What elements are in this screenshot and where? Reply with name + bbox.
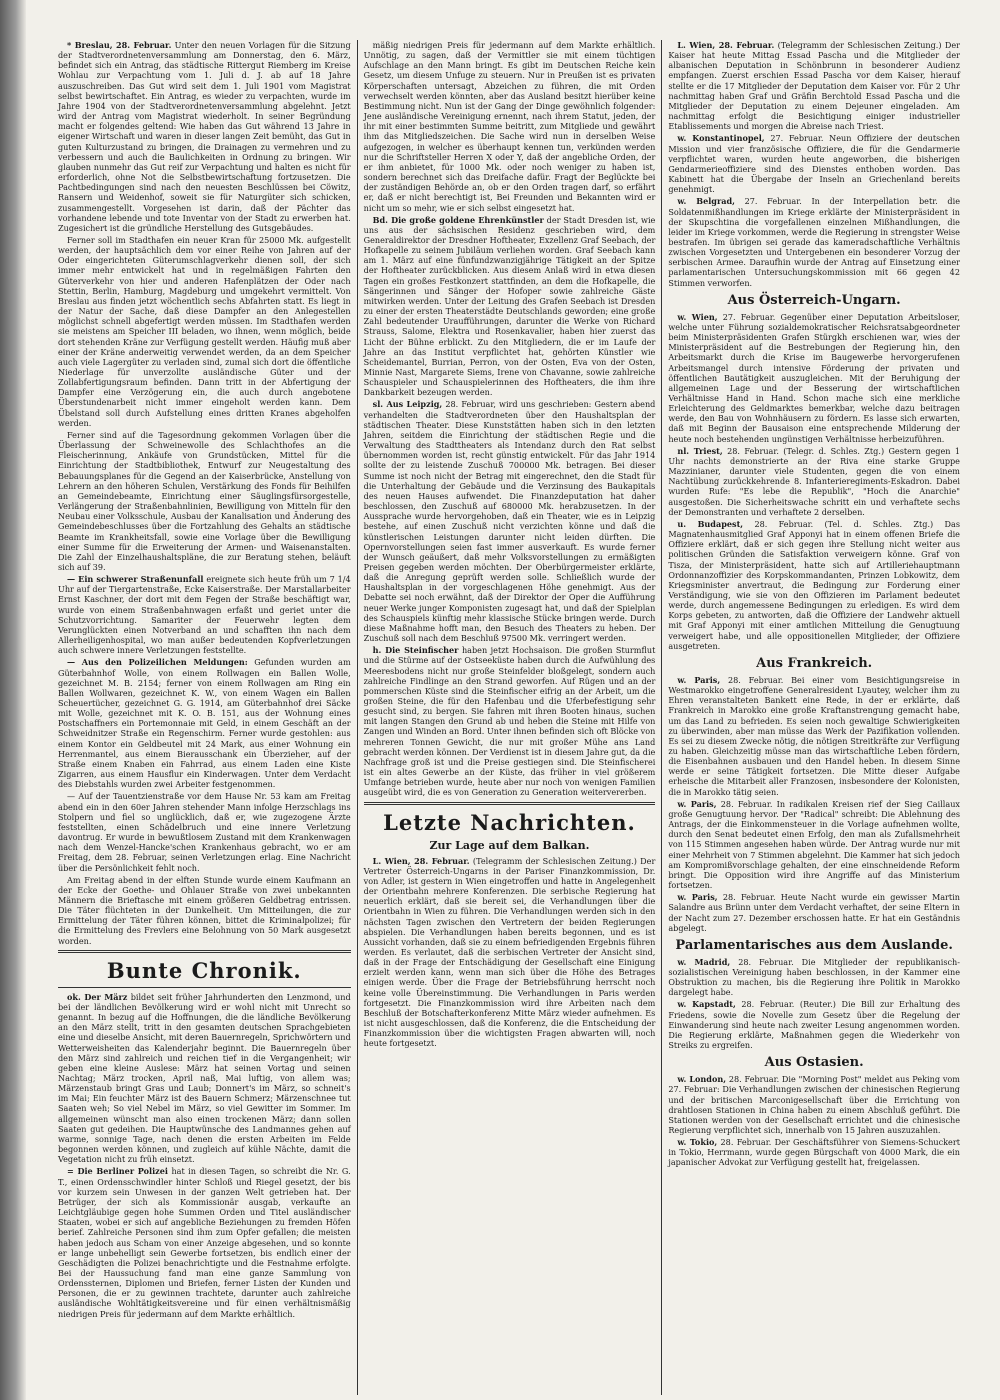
paragraph-body: 28. Februar, wird uns geschrieben: Gestern abend verhandelten die Stadtverordneten über den Haushaltsplan der städtischen Theater. Diese Kunststätten haben sich in den letzten Jahren, seitdem die Einrichtung der städtischen Regie und die Verwaltung des Stadttheaters als Intendanz durch den Rat selbst übernommen worden ist, recht günstig entwickelt. Für das Jahr 1914 sollte der zu leistende Zuschuß 700000 Mk. betragen. Bei dieser Summe ist noch nicht der Betrag mit eingerechnet, den die Stadt für die Unterhaltung der Gebäude und die Verzinsung des Baukapitals des neuen Hauses aufwendet. Die Finanzdeputation hat daher beschlossen, den Zuschuß auf 680000 Mk. herabzusetzen. In der Aussprache wurde hervorgehoben, daß ein Theater, wie es in Leipzig bestehe, auf einen Zuschuß nicht verzichten könne und daß die künstlerischen Leistungen darunter nicht leiden dürften. Die Opernvorstellungen seien fast immer ausverkauft. Es wurde ferner der Wunsch geäußert, daß mehr Volksvorstellungen zu ermäßigten Preisen gegeben werden möchten. Der Oberbürgermeister erklärte, daß die Anregung geprüft werden solle. Schließlich wurde der Haushaltsplan in der vorgeschlagenen Höhe genehmigt. Aus der Debatte sei noch erwähnt, daß der Direktor der Oper die Aufführung neuer Werke junger Komponisten zugesagt hat, und daß der Spielplan des Schauspiels künftig mehr klassische Stücke bringen werde. Durch diese Maßnahme hofft man, den Besuch des Theaters zu heben. Der Zuschuß soll nach dem Beschluß 97500 Mk. verringert werden. — [363, 399, 656, 644]
article-paragraph — [58, 430, 351, 572]
dateline: nl. Triest, — [677, 445, 723, 456]
paragraph-body: 27. Februar. Neun Offiziere der deutschen Mission und vier französische Offiziere, die für die Gendarmerie verpflichtet waren, wurden heute angeworben, die bisherigen Gendarmerieoffiziere sind des Dienstes enthoben worden. Das Kabinett hat die Übergabe der Inseln an Griechenland bereits genehmigt. — [668, 133, 960, 195]
column-grid — [52, 40, 966, 1395]
article-paragraph — [668, 892, 960, 933]
paragraph-body: 28. Februar. Der Geschäftsführer von Siemens-Schuckert in Tokio, Herrmann, wurde gegen Bürgschaft von 4000 Mark, die ein japanischer Advokat zur Verfügung gestellt hat, freigelassen. — [668, 1137, 960, 1168]
paragraph-body: Am Freitag abend in der elften Stunde wurde einem Kaufmann an der Ecke der Goethe- und Ohlauer Straße von zwei unbekannten Männern die Brieftasche mit einem größeren Geldbetrag entrissen. Die Täter flüchteten in der Dunkelheit. Um Mitteilungen, die zur Ermittelung der Täter führen können, bittet die Kriminalpolizei; für die Ermittelung des Frevlers eine Belohnung von 50 Mark ausgesetzt worden. — [58, 874, 351, 946]
paragraph-body: Unter den neuen Vorlagen für die Sitzung der Stadtverordnetenversammlung am Donnerstag, den 6. März, befindet sich ein Antrag, das städtische Rittergut Riemberg im Kreise Wohlau zur Verpachtung vom 1. Juli d. J. ab auf 18 Jahre auszuschreiben. Das Gut wird seit dem 1. Juli 1901 vom Magistrat selbst bewirtschaftet. Ein Antrag, es wieder zu verpachten, wurde im Jahre 1904 von der Stadtverordnetenversammlung abgelehnt. Jetzt wird der Antrag vom Magistrat wiederholt. In seiner Begründung macht er folgendes geltend: Wie haben das Gut während 13 Jahre in eigener Wirtschaft und waren in dieser langen Zeit bemüht, das Gut in guten Kulturzustand zu bringen, die Drainagen zu vermehren und zu verbessern und auch die Baulichkeiten in Ordnung zu bringen. Wir glauben nunmehr das Gut reif zur Verpachtung und halten es nicht für erforderlich, ohne Not die Selbstbewirtschaftung fortzusetzen. Die Pachtbedingungen sind nach den neuesten Beschlüssen bei Cöwitz, Ransern und Weidenhof, soweit sie für Naturgüter sich schicken, zusammengestellt. Vorgesehen ist darin, daß der Pächter das vorhandene lebende und tote Inventar von der Stadt zu erwerben hat. Zugesichert ist die gründliche Herstellung des Gutsgebäudes. — [58, 40, 351, 233]
dateline: w. London, — [677, 1074, 727, 1085]
dateline: — Aus den Polizeilichen Meldungen: — [67, 657, 248, 668]
section-rule — [58, 950, 351, 953]
section-rule — [58, 987, 351, 988]
article-paragraph — [668, 1137, 960, 1167]
paragraph-body: mäßig niedrigen Preis für jedermann auf dem Markte erhältlich. Unnötig, zu sagen, daß der Vermittler sie mit einem tüchtigen Aufschlage an den Mann bringt. Es gibt im Deutschen Reiche kein Gesetz, um diesem Unfuge zu steuern. Nur in Preußen ist es privaten Körperschaften untersagt, Abzeichen zu führen, die mit Orden verwechselt werden könnten, aber das Ausland besitzt hierüber keine Bestimmung nicht. Nun ist der Gang der Dinge gewöhnlich folgender: Jene ausländische Vereinigung ernennt, nach ihrem Statut, jeden, der ihr mit einer bestimmten Summe beitritt, zum Mitgliede und gewährt ihm das Mitgliedszeichen. Die Sache wird nun in derselben Weise aufgezogen, in welcher es überhaupt kennen tun, verkünden werden nur die Schriftsteller Herren X oder Y, daß der angebliche Orden, der er ihm anbietet, für 1000 Mk. oder noch weniger zu haben ist, sondern berechnet sich das Dreifache dafür. Fragt der Beglückte bei der zuständigen Behörde an, ob er den Orden tragen darf, so erfährt er, daß er nicht berechtigt ist, Bei Freunden und Bekannten wird er nicht um so mehr, wie er sich selbst eingesetzt hat. — [363, 40, 656, 213]
article-paragraph — [58, 1166, 351, 1318]
article-paragraph — [58, 992, 351, 1165]
dateline: u. Budapest, — [677, 518, 744, 529]
dateline: w. Paris, — [677, 798, 717, 809]
article-paragraph — [364, 645, 656, 797]
paragraph-body: 28. Februar. (Reuter.) Die Bill zur Erhaltung des Friedens, sowie die Novelle zum Gesetz über die Regelung der Einwanderung sind heute nach zweiter Lesung angenommen worden. Die Regierung erklärte, Maßnahmen gegen die Wiederkehr von Streiks zu ergreifen. — [668, 999, 960, 1051]
dateline: w. Tokio, — [677, 1137, 718, 1148]
dateline: w. Madrid, — [677, 956, 731, 967]
dateline: sl. Aus Leipzig, — [372, 399, 443, 410]
section-heading: Parlamentarisches aus dem Auslande. — [675, 937, 953, 953]
article-paragraph — [668, 312, 960, 444]
article-paragraph — [58, 40, 351, 233]
article-paragraph — [58, 791, 351, 872]
dateline: w. Kapstadt, — [677, 999, 736, 1010]
article-paragraph — [58, 657, 351, 789]
dateline: Bd. Die große goldene Ehrenkünstler — [372, 214, 544, 225]
article-paragraph — [668, 675, 960, 797]
article-paragraph — [668, 799, 960, 890]
section-heading: Aus Ostasien. — [764, 1055, 864, 1071]
article-paragraph — [364, 215, 656, 398]
section-rule — [364, 802, 656, 805]
dateline: w. Wien, — [677, 311, 718, 322]
paragraph-body: 27. Februar. Gegenüber einer Deputation Arbeitsloser, welche unter Führung sozialdemokratischer Reichsratsabgeordneter beim Ministerpräsidenten Grafen Stürgkh erschienen war, wies der Ministerpräsident auf die Bestrebungen der Regierung hin, den Arbeitsmarkt durch die Krise im Baugewerbe hervorgerufenen Arbeitsmangel durch intensive Förderung der privaten und öffentlichen Bautätigkeit auszugleichen. Mit der Beruhigung der allgemeinen Lage und der Besserung der wirtschaftlichen Verhältnisse Hand in Hand. Schon mache sich eine merkliche Erleichterung des Geldmarktes bemerkbar, welche dazu beitragen werde, den Bau von Wohnhäusern zu fördern. Es lasse sich erwarten, daß mit Beginn der Bausaison eine entsprechende Milderung der heute noch bestehenden ungünstigen Verhältnisse herbeizuführen. — [668, 311, 960, 444]
paragraph-body: 28. Februar. Die "Morning Post" meldet aus Peking vom 27. Februar: Die Verhandlungen zwischen der chinesischen Regierung und der britischen Marconigesellschaft über die Errichtung von drahtlosen Stationen in China haben zu einem Abschluß geführt. Die Stationen werden von der Gesellschaft errichtet und die chinesische Regierung verpflichtet sich, innerhalb von 15 Jahren auszuzahlen. — [668, 1074, 960, 1135]
paragraph-body: 27. Februar. In der Interpellation betr. die Soldatenmißhandlungen im Kriege erklärte der Ministerpräsident in der Skupschtina die vorgefallenen einzelnen Mißhandlungen, die leider im Kriege vorkommen, werde die Regierung in strengster Weise bestrafen. Im übrigen sei gerade das kameradschaftliche Verhältnis zwischen Vorgesetzten und Untergebenen ein besonderer Vorzug der serbischen Armee. Daraufhin wurde der Antrag auf Einsetzung einer parlamentarischen Untersuchungskommission mit 66 gegen 42 Stimmen verworfen. — [668, 196, 960, 288]
article-paragraph — [668, 1074, 960, 1135]
dateline: L. Wien, 28. Februar. — [677, 40, 775, 50]
paragraph-body: 28. Februar. Bei einer vom Besichtigungsreise in Westmarokko eingetroffene Generalresident Lyautey, welcher ihm zu Ehren veranstalteten Bankett eine Rede, in der er erklärte, daß Frankreich in Marokko eine große Kraftanstrengung gemacht habe, um das Land zu befrieden. Es seien noch gewaltige Schwierigkeiten zu überwinden, aber man müsse das Werk der Pazifikation vollenden. Es sei zu diesem Zwecke nötig, die nötigen Streitkräfte zur Verfügung zu haben. Gleichzeitig müsse man das wirtschaftliche Leben fördern, die Eisenbahnen ausbauen und den Handel heben. In diesem Sinne werde er seine Tätigkeit fortsetzen. Die Mitte dieser Aufgabe erheische die Mitarbeit aller Franzosen, insbesondere der Kolonisten, die in Marokko tätig seien. — [668, 674, 960, 797]
text-column-3 — [661, 40, 966, 1395]
paragraph-body: Gefunden wurden am Güterbahnhof Wolle, von einem Rollwagen ein Ballen Wolle, gezeichnet M. B. 2154; ferner von einem Rollwagen am Ring ein Ballen Wollwaren, gezeichnet K. W., von einem Wagen ein Ballen Scheuertücher, gezeichnet G. G. 1914, am Güterbahnhof drei Säcke mit Wolle, gezeichnet mit K. O. B. 151, aus der Wohnung eines Postschaffners ein Portemonnaie mit Geld, in einem Geschäft an der Schweidnitzer Straße ein Regenschirm. Ferner wurde gestohlen: aus einem Kontor ein Geldbeutel mit 24 Mark, aus einer Wohnung ein Herrenmantel, aus einem Bierausschank ein Überzieher, auf der Straße einem Knaben ein Fahrrad, aus einem Laden eine Kiste Zigarren, aus einem Hausflur ein Kinderwagen. Unter dem Verdacht des Diebstahls wurden zwei Arbeiter festgenommen. — [58, 657, 351, 790]
page-binding-edge — [0, 0, 26, 1400]
paragraph-body: der Stadt Dresden ist, wie uns aus der sächsischen Residenz geschrieben wird, dem Generaldirektor der Dresdner Hoftheater, Exzellenz Graf Seebach, der Hofkapelle zu seinem Jubiläum verliehen worden. Graf Seebach kann am 1. März auf eine fünfundzwanzigjährige Tätigkeit an der Spitze der Hoftheater zurückblicken. Aus diesem Anlaß wird in etwa diesen Tagen ein großes Festkonzert stattfinden, an dem die Hofkapelle, die Sängerinnen und Sänger der Hofoper sowie zahlreiche Gäste mitwirken werden. Unter der Leitung des Grafen Seebach ist Dresden zu einer der ersten Theaterstädte Deutschlands geworden; eine große Zahl bedeutender Uraufführungen, darunter die Werke von Richard Strauss, Salome, Elektra und Rosenkavalier, haben hier zuerst das Licht der Bühne erblickt. Zu den Mitgliedern, die er im Laufe der Jahre an das Institut verpflichtet hat, gehörten Künstler wie Scheidemantel, Burrian, Perron, von der Osten, Eva von der Osten, Minnie Nast, Margarete Siems, Irene von Chavanne, sowie zahlreiche Schauspieler und Schauspielerinnen des Hoftheaters, die ihm ihre Dankbarkeit bezeugen werden. — [363, 214, 656, 398]
dateline: w. Paris, — [677, 674, 721, 685]
paragraph-body: 28. Februar. (Tel. d. Schles. Ztg.) Das Magnatenhausmitglied Graf Apponyi hat in einem offenen Briefe die Offiziere erklärt, daß er sich gegen ihre Stellung nicht weiter aus politischen Gründen die Satisfaktion verweigern könne. Graf von Tisza, der Ministerpräsident, hatte sich auf Artilleriehauptmann Ordonnanzoffizier des Korpskommandanten, Prinzen Lobkowitz, dem Kriegsminister anvertraut, die Bedingung zur Forderung einer Verständigung, wie sie von den Offizieren im Parlament bedeutet werde, durch angemessene Bedingungen zu erledigen. Es wird dem Korps gebeten, zu antworten, daß die Offiziere der Landwehr aktuell mit Graf Apponyi mit einer amtlichen Mitteilung die Genugtuung verweigert habe, und alle oppositionellen Mitglieder, der Offiziere ausgetreten. — [668, 518, 960, 651]
article-paragraph — [668, 999, 960, 1050]
dateline: — Ein schwerer Straßenunfall — [67, 574, 204, 585]
article-paragraph — [364, 40, 656, 213]
article-paragraph — [58, 574, 351, 655]
paragraph-body: Ferner sind auf die Tagesordnung gekommen Vorlagen über die Überlassung der Schweinewolle des Schlachthofes an die Fleischerinnung, Ankäufe von Grundstücken, Mittel für die Einrichtung der Stadtbibliothek, Entwurf zur Neugestaltung des Bebauungsplanes für die Gegend an der Kaiserbrücke, Anstellung von Lehrern an den höheren Schulen, Verstärkung des Fonds für Beihilfen an Gemeindebeamte, Einrichtung einer Säuglingsfürsorgestelle, Verlängerung der Straßenbahnlinien, Bewilligung von Mitteln für den Neubau einer Volksschule, Ausbau der Kanalisation und Änderung des Gemeindebeschlusses über die Fortzahlung des Gehalts an städtische Beamte im Krankheitsfall, sowie eine Vorlage über die Bewilligung einer Summe für die Erweiterung der Armen- und Waisenanstalten. Die Zahl der Einzelhaushaltspläne, die zur Beratung stehen, beläuft sich auf 39. — [58, 429, 351, 572]
section-heading: Zur Lage auf dem Balkan. — [429, 838, 590, 852]
dateline: w. Paris, — [677, 892, 718, 903]
text-column-1 — [52, 40, 357, 1395]
section-heading: Letzte Nachrichten. — [383, 809, 636, 835]
article-paragraph — [668, 133, 960, 194]
paragraph-body: ereignete sich heute früh um 7 1/4 Uhr auf der Tiergartenstraße, Ecke Kaiserstraße. Der Marstallarbeiter Ernst Kaschner, der dort mit dem Fegen der Straße beschäftigt war, wurde von einem Straßenbahnwagen erfaßt und geriet unter die Schutzvorrichtung. Samariter der Feuerwehr legten dem Verunglückten einen Notverband an und schafften ihn nach dem Allerheiligenhospital, wo man außer bedeutenden Kopfverletzungen auch schwere innere Verletzungen feststellte. — [58, 574, 351, 656]
paragraph-body: bildet seit früher Jahrhunderten den Lenzmond, und bei der ländlichen Bevölkerung wird er wohl nicht mit Unrecht so genannt. In bezug auf die Hoffnungen, die die ländliche Bevölkerung an den März stellt, tritt in den gesamten deutschen Sprachgebieten eine und dieselbe Ansicht, mit deren Bauernregeln, Sprichwörtern und Wetterweisheiten das Kalenderjahr beginnt. Die Bauernregeln über den März sind zahlreich und reichen tief in die Vergangenheit; wir geben eine kleine Auslese: März hat seinen Vortag und seinen Nachtag; März trocken, April naß, Mai luftig, von allem was; Märzenstaub bringt Gras und Laub; Donnert's im März, so schneit's im Mai; Ein feuchter März ist des Bauern Schmerz; Märzenschnee tut Saaten weh; So viel Nebel im März, so viel Gewitter im Sommer. Im allgemeinen wünscht man also einen trockenen März; dann sollen Saaten gut gedeihen. Die Hauptwünsche des Landmannes gehen auf warme, sonnige Tage, nach denen die ersten Arbeiten im Felde begonnen werden können, und zugleich auf kühle Nächte, damit die Vegetation nicht zu früh einsetzt. — [58, 991, 351, 1165]
dateline: = Die Berliner Polizei — [67, 1166, 169, 1177]
article-paragraph — [668, 957, 960, 998]
article-paragraph — [668, 196, 960, 287]
paragraph-body: 28. Februar. Die Mitglieder der republikanisch-sozialistischen Vereinigung haben beschlossen, in der Kammer eine Obstruktion zu machen, bis die Regierung ihre Politik in Marokko dargelegt habe. — [668, 956, 960, 998]
article-paragraph — [668, 519, 960, 651]
dateline: w. Konstantinopel, — [677, 133, 765, 144]
paragraph-body: — Auf der Tauentzienstraße vor dem Hause Nr. 53 kam am Freitag abend ein in den 60er Jahren stehender Mann infolge Herzschlags ins Stolpern und fiel so unglücklich, daß er, wie zugezogene Ärzte feststellten, einen Schädelbruch und eine innere Verletzung davontrug. Er wurde in bewußtlosem Zustand mit dem Krankenwagen nach dem Wenzel-Hancke'schen Krankenhaus gebracht, wo er am Freitag, dem 28. Februar, seinen Verletzungen erlag. Eine Nachricht über die Persönlichkeit fehlt noch. — [58, 791, 351, 873]
text-column-2 — [357, 40, 662, 1395]
paragraph-body: (Telegramm der Schlesischen Zeitung.) Der Vertreter Österreich-Ungarns in der Pariser Finanzkommission, Dr. von Adler, ist gestern in Wien eingetroffen und hatte in Angelegenheit der Orientbahn mehrere Konferenzen. Die serbische Regierung hat neuerlich erklärt, daß sie bereit sei, die Verhandlungen über die Orientbahn in Wien zu führen. Die Verhandlungen werden sich in den nächsten Tagen zwischen den Vertretern der beiden Regierungen abspielen. Die Verhandlungen haben bereits begonnen, und es ist Aussicht vorhanden, daß sie zu einem befriedigenden Ergebnis führen werden. Es verlautet, daß die serbischen Vertreter der Ansicht sind, daß in der Frage der Entschädigung der Gesellschaft eine Einigung erzielt werden kann, wenn man sich über die Höhe des Betrages einigen werde. Über die Frage der Betriebsführung herrscht noch keine volle Übereinstimmung. Die Verhandlungen in Paris werden fortgesetzt. Die Finanzkommission wird ihre Arbeiten nach dem Beschluß der Botschafterkonferenz Mitte März wieder aufnehmen. Es ist nicht ausgeschlossen, daß die Konferenz, die die Entscheidung der Finanzkommission über die wichtigsten Fragen abwarten will, noch heute fortgesetzt. — [363, 855, 656, 1049]
paragraph-body: (Telegramm der Schlesischen Zeitung.) Der Kaiser hat heute Mittag Essad Pascha und die Mitglieder der albanischen Deputation in Schönbrunn in besonderer Audienz empfangen. Zuerst erschien Essad Pascha vor dem Kaiser, hierauf stellte er die 17 Mitglieder der Deputation dem Kaiser vor. Für 2 Uhr nachmittag haben Graf und Gräfin Berchtold Essad Pascha und die Mitglieder der Deputation zu einem Dejeuner eingeladen. Am nachmittag erfolgt die Besichtigung einiger industrieller Etablissements und morgen die Abreise nach Triest. — [668, 40, 960, 132]
dateline: h. Die Steinfischer — [372, 645, 459, 656]
section-heading: Aus Frankreich. — [756, 655, 873, 671]
section-heading: Aus Österreich-Ungarn. — [727, 292, 901, 308]
paragraph-body: haben jetzt Hochsaison. Die großen Sturmflut und die Stürme auf der Ostseeküste haben durch die Aufwühlung des Meeresbodens nicht nur große Steinfelder bloßgelegt, sondern auch zahlreiche Findlinge an den Strand geworfen. Auf Rügen und an der pommerschen Küste sind die Steinfischer eifrig an der Arbeit, um die großen Steine, die für den Hafenbau und die Uferbefestigung sehr gesucht sind, zu bergen. Sie fahren mit ihren Booten hinaus, suchen mit langen Stangen den Grund ab und heben die Steine mit Hilfe von Zangen und Winden an Bord. Unter ihnen befinden sich oft Blöcke von mehreren Tonnen Gewicht, die nur mit großer Mühe ans Land gebracht werden können. Der Verdienst ist in diesem Jahre gut, da die Nachfrage groß ist und die Preise gestiegen sind. Die Steinfischerei ist ein altes Gewerbe an der Küste, das früher in viel größerem Umfange betrieben wurde, heute aber nur noch von wenigen Familien ausgeübt wird, die es von Generation zu Generation weitervererben. — [363, 645, 656, 798]
article-paragraph — [58, 235, 351, 428]
dateline: * Breslau, 28. Februar. — [67, 40, 172, 50]
paragraph-body: 28. Februar. Heute Nacht wurde ein gewisser Martin Salandre aus Brünn unter dem Verdacht verhaftet, der seine Eltern in der Nacht zum 27. Dezember erschossen hatte. Er hat ein Geständnis abgelegt. — [668, 892, 960, 933]
article-paragraph — [58, 875, 351, 946]
article-paragraph — [364, 856, 656, 1049]
paragraph-body: Ferner soll im Stadthafen ein neuer Kran für 25000 Mk. aufgestellt werden, der hauptsächlich dem vor einer Reihe von Jahren auf der Oder eingerichteten Güterumschlagverkehr dienen soll, der sich immer mehr entwickelt hat und in regelmäßigen Fahrten den Güterverkehr von hier und anderen Hafenplätzen der Oder nach Stettin, Berlin, Hamburg, Magdeburg und umgekehrt vermittelt. Von Breslau aus finden jetzt wöchentlich sechs Abfahrten statt. Es liegt in der Natur der Sache, daß diese Dampfer an den Anlegestellen möglichst schnell abgefertigt werden müssen. Im Stadthafen werden sie meistens am Speicher III beladen, wo ihnen, wenn möglich, beide dort stehenden Kräne zur Verfügung gestellt werden. Häufig muß aber einer der Kräne anderweitig verwendet werden, da an dem Speicher auch viele Lagergüter zu verladen sind, zumal sich dort die öffentliche Niederlage für unverzollte ausländische Güter und der Zollabfertigungsraum befinden. Dann tritt in der Abfertigung der Dampfer eine Verzögerung ein, die auch durch angebotene Überstundenarbeit nicht immer eingeholt werden kann. Dem Übelstand soll durch Aufstellung eines dritten Kranes abgeholfen werden. — [58, 234, 351, 428]
dateline: w. Belgrad, — [677, 196, 735, 207]
dateline: ok. Der März — [67, 991, 128, 1002]
article-paragraph — [364, 399, 656, 643]
section-heading: Bunte Chronik. — [106, 957, 302, 983]
paragraph-body: 28. Februar. (Telegr. d. Schles. Ztg.) Gestern gegen 1 Uhr nachts demonstrierte an der Riva eine starke Gruppe Mazzinianer, darunter viele Studenten, gegen die von einem Nachtübung zurückkehrende 8. Infanterieregiments-Eskadron. Dabei wurden Rufe: "Es lebe die Republik", "Hoch die Anarchie" ausgestoßen. Die Sicherheitswache schritt ein und verhaftete sechs der Demonstranten und verhaftete 2 derselben. — [668, 445, 960, 517]
paragraph-body: 28. Februar. In radikalen Kreisen rief der Sieg Caillaux große Genugtuung hervor. Der "Radical" schreibt: Die Ablehnung des Antrags, der die Einkommensteuer in die Vorlage aufnehmen wollte, durch den Senat bedeutet einen Erfolg, den man als Zufallsmehrheit von 115 Stimmen angesehen haben würde. Der Antrag wurde nur mit einer Mehrheit von 7 Stimmen abgelehnt. Die Kammer hat sich jedoch am Kompromißvorschlage gehalten, der eine einschneidende Reform bringt. Die Opposition wird ihre Angriffe auf das Ministerium fortsetzen. — [668, 798, 960, 891]
paragraph-body: hat in diesen Tagen, so schreibt die Nr. G. T., einen Ordensschwindler hinter Schloß und Riegel gesetzt, der bis vor kurzem sein Unwesen in der ganzen Welt getrieben hat. Der Betrüger, der sich als Kommissionär ausgab, verkaufte an Leichtgläubige gegen hohe Summen Orden und Titel ausländischer Staaten, wobei er sich auf angebliche Beziehungen zu fremden Höfen berief. Zahlreiche Personen sind ihm zum Opfer gefallen; die meisten haben jedoch aus Scham von einer Anzeige abgesehen, und so konnte er lange unbehelligt sein Gewerbe fortsetzen, bis endlich einer der Geschädigten die Polizei benachrichtigte und die Festnahme erfolgte. Bei der Haussuchung fand man eine ganze Sammlung von Ordenssternen, Diplomen und Briefen, ferner Listen der Kunden und Personen, die er zu gewinnen trachtete, darunter auch zahlreiche ausländische Wohltätigkeitsvereine und für einen verhältnismäßig niedrigen Preis für jedermann auf dem Markte erhältlich. — [58, 1166, 351, 1319]
dateline: L. Wien, 28. Februar. — [372, 855, 470, 866]
article-paragraph — [668, 40, 960, 131]
article-paragraph — [668, 446, 960, 517]
